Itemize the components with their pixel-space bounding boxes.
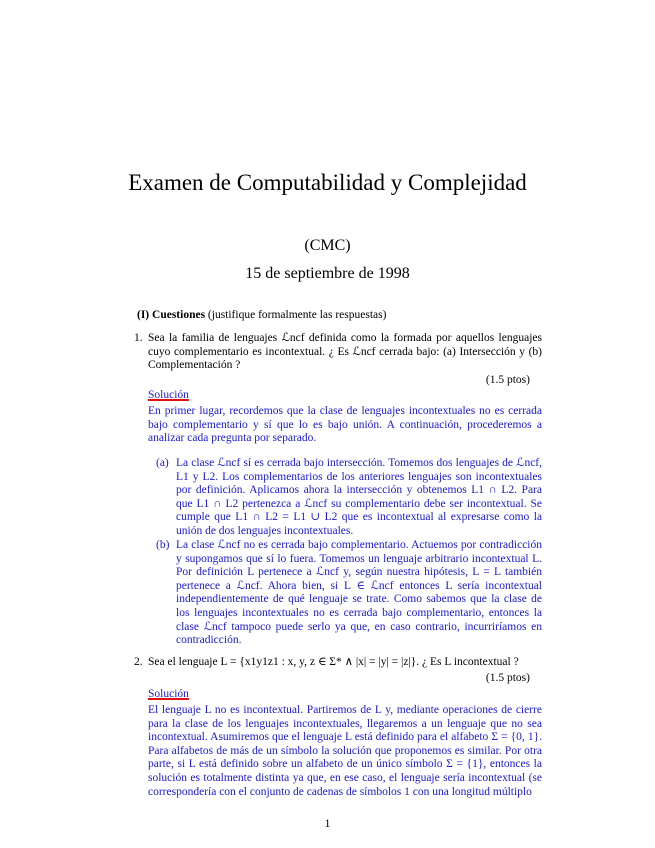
q2-solution-text: El lenguaje L no es incontextual. Partiremos de L y, mediante operaciones de cierre para la clase de los lenguajes incontextuales, llegaremos a un lenguaje que no sea incontextual. Asumiremos que el lenguaje L está definido para el alfabeto Σ = {0, 1}. Para alfabetos de más de un símbolo la solución que proponemos es similar. Por otra parte, si L está definido sobre un alfabeto de un único símbolo Σ = {1}, entonces la solución es totalmente distinta ya que, en ese caso, el lenguaje sería incontextual (se correspondería con el conjunto de cadenas de símbolos 1 con una longitud múltiplo: [148, 704, 542, 798]
q1-number: 1.: [134, 332, 143, 344]
q1-b-label: (b): [156, 539, 170, 551]
q1-points: (1.5 ptos): [485, 374, 530, 386]
q1-solution-label: Solución: [148, 389, 189, 401]
q2-number: 2.: [134, 656, 143, 668]
q1-a-text: La clase ℒncf sí es cerrada bajo intersección. Tomemos dos lenguajes de ℒncf, L1 y L2. Los complementarios de los anteriores lenguajes son incontextuales por definición. Aplicamos ahora la intersección y obtenemos L1 ∩ L2. Para que L1 ∩ L2 pertenezca a ℒncf su complementario debe ser incontextual. Se cumple que L1 ∩ L2 = L1 ∪ L2 que es incontextual al expresarse como la unión de dos lenguajes incontextuales.: [176, 457, 542, 537]
section-heading: [137, 309, 386, 321]
q1-solution-intro: En primer lugar, recordemos que la clase de lenguajes incontextuales no es cerrada bajo complementario y sí que lo es bajo unión. A continuación, procederemos a analizar cada pregunta por separado.: [148, 405, 542, 445]
organization: (CMC): [304, 237, 351, 254]
q1-a-label: (a): [156, 457, 169, 469]
q1-b-text: La clase ℒncf no es cerrada bajo complementario. Actuemos por contradicción y supongamos que sí lo fuera. Tomemos un lenguaje arbitrario incontextual L. Por definición L pertenece a ℒncf y, según nuestra hipótesis, L = L también pertenece a ℒncf. Ahora bien, si L ∈ ℒncf entonces L sería incontextual independientemente de qué lenguaje se trate. Como sabemos que la clase de los lenguajes incontextuales no es cerrada bajo complementario, entonces la clase ℒncf tampoco puede serlo ya que, en caso contrario, incurriríamos en contradicción.: [176, 539, 542, 647]
page-number: 1: [324, 816, 331, 830]
section-note: (justifique formalmente las respuestas): [207, 309, 387, 321]
q2-solution-label: Solución: [148, 688, 189, 700]
q2-points: (1.5 ptos): [485, 672, 530, 684]
q1-text: Sea la familia de lenguajes ℒncf definida como la formada por aquellos lenguajes cuyo complementario es incontextual. ¿ Es ℒncf cerrada bajo: (a) Intersección y (b) Complementación ?: [148, 332, 542, 372]
document-title: Examen de Computabilidad y Complejidad: [128, 170, 527, 195]
section-label: (I) Cuestiones: [137, 309, 206, 321]
exam-date: 15 de septiembre de 1998: [245, 265, 410, 282]
q2-text: Sea el lenguaje L = {x1y1z1 : x, y, z ∈ Σ* ∧ |x| = |y| = |z|}. ¿ Es L incontextual ?: [148, 656, 519, 668]
